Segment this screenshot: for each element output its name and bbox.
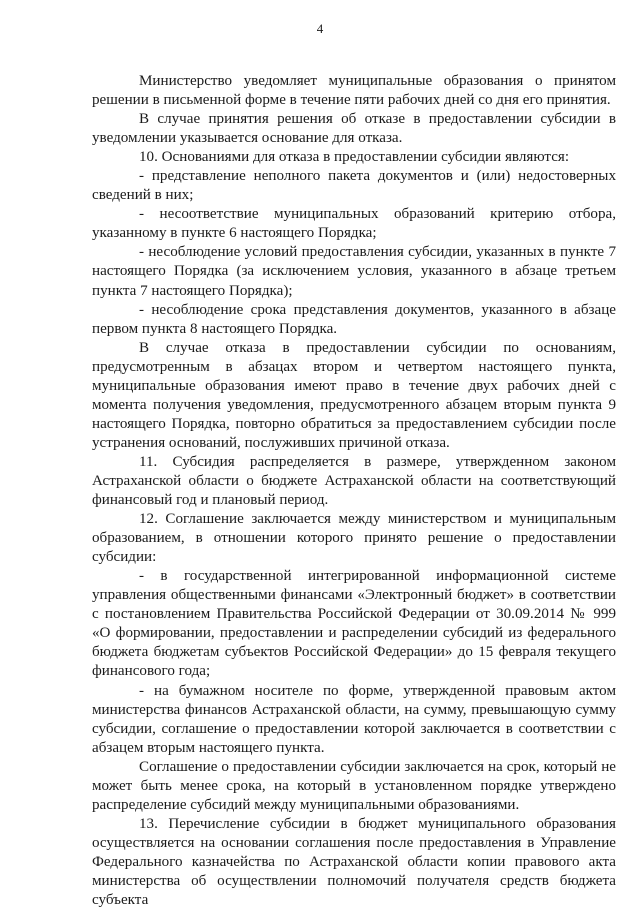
list-item-electronic-budget: - в государственной интегрированной информационной системе управления общественными финансами «Электронный бюджет» в соответствии с постановлением Правительства Российской Федерации от 30.09.2014 № 999 «О формировании, предоставлении и распределении субсидий из федерального бюджета бюджетам субъектов Российской Федерации» до 15 февраля текущего финансового года; <box>92 568 616 680</box>
paragraph-item-12: 12. Соглашение заключается между министерством и муниципальным образованием, в отношении которого принято решение о предоставлении субсидии: <box>92 511 616 566</box>
list-item-criterion-mismatch: - несоответствие муниципальных образований критерию отбора, указанному в пункте 6 настоящего Порядка; <box>92 206 616 242</box>
page-number: 4 <box>316 21 324 36</box>
list-item-paper-form: - на бумажном носителе по форме, утвержденной правовым актом министерства финансов Астраханской области, на сумму, превышающую сумму субсидии, соглашение о предоставлении которой заключается в соответствии с абзацем вторым настоящего пункта. <box>92 682 616 756</box>
paragraph-item-13: 13. Перечисление субсидии в бюджет муниципального образования осуществляется на основании соглашения после предоставления в Управление Федерального казначейства по Астраханской области копии правового акта министерства об осуществлении полномочий получателя средств бюджета субъекта <box>92 815 616 909</box>
list-item-conditions: - несоблюдение условий предоставления субсидии, указанных в пункте 7 настоящего Порядка (за исключением условия, указанного в абзаце третьем пункта 7 настоящего Порядка); <box>92 244 616 299</box>
paragraph-item-10: 10. Основаниями для отказа в предоставлении субсидии являются: <box>139 149 570 166</box>
paragraph-notification: Министерство уведомляет муниципальные образования о принятом решении в письменной форме в течение пяти рабочих дней со дня его принятия. <box>92 73 616 109</box>
paragraph-resubmission: В случае отказа в предоставлении субсидии по основаниям, предусмотренным в абзацах втором и четвертом настоящего пункта, муниципальные образования имеют право в течение двух рабочих дней с момента получения уведомления, предусмотренного абзацем вторым пункта 9 настоящего Порядка, повторно обратиться за предоставлением субсидии после устранения оснований, послуживших причиной отказа. <box>92 339 616 451</box>
paragraph-item-11: 11. Субсидия распределяется в размере, утвержденном законом Астраханской области о бюджете Астраханской области на соответствующий финансовый год и плановый период. <box>92 453 616 509</box>
document-body <box>92 72 616 910</box>
list-item-incomplete-docs: - представление неполного пакета документов и (или) недостоверных сведений в них; <box>92 168 616 204</box>
paragraph-refusal-notice: В случае принятия решения об отказе в предоставлении субсидии в уведомлении указывается основание для отказа. <box>92 111 616 147</box>
paragraph-agreement-term: Соглашение о предоставлении субсидии заключается на срок, который не может быть менее срока, на который в установленном порядке утверждено распределение субсидий между муниципальными образованиями. <box>92 758 616 813</box>
list-item-deadline: - несоблюдение срока представления документов, указанного в абзаце первом пункта 8 настоящего Порядка. <box>92 301 616 337</box>
